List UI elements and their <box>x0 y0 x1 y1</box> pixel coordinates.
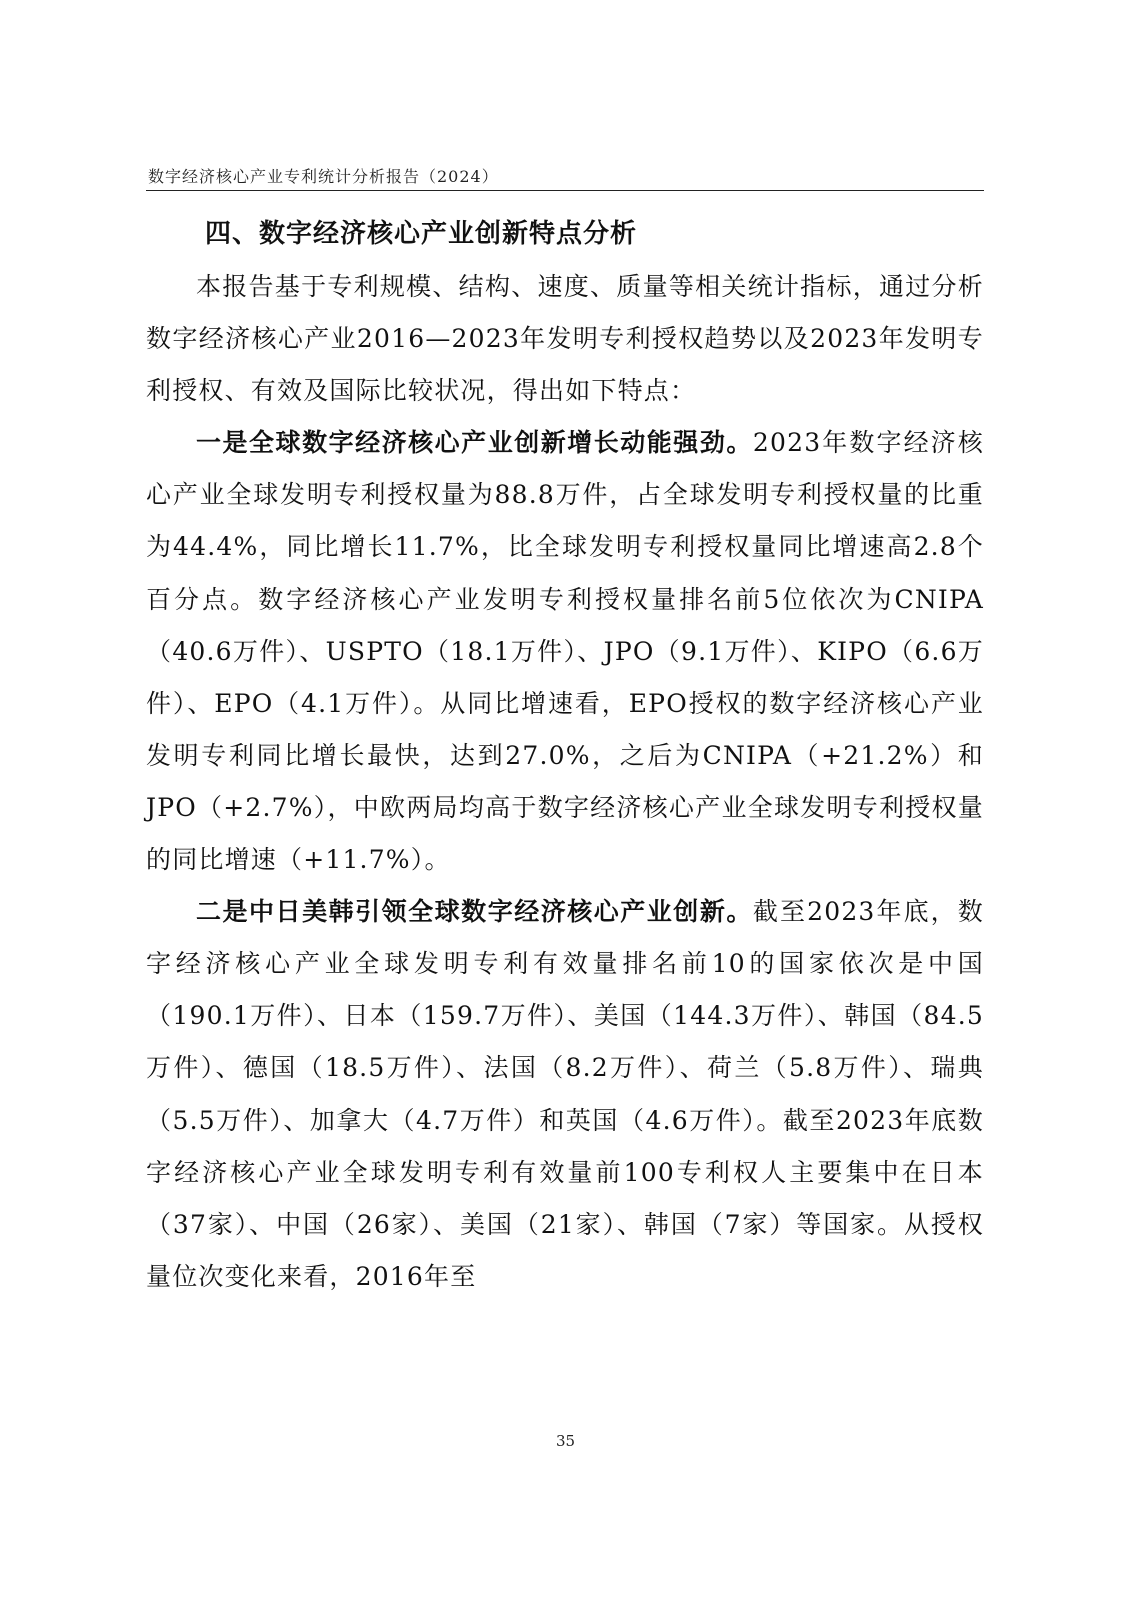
finding-2-body: 截至2023年底，数字经济核心产业全球发明专利有效量排名前10的国家依次是中国（190.1万件）、日本（159.7万件）、美国（144.3万件）、韩国（84.5万件）、德国（18.5万件）、法国（8.2万件）、荷兰（5.8万件）、瑞典（5.5万件）、加拿大（4.7万件）和英国（4.6万件）。截至2023年底数字经济核心产业全球发明专利有效量前100专利权人主要集中在日本（37家）、中国（26家）、美国（21家）、韩国（7家）等国家。从授权量位次变化来看，2016年至 <box>146 897 985 1291</box>
header-rule <box>146 190 984 191</box>
section-heading: 四、数字经济核心产业创新特点分析 <box>205 219 638 249</box>
body-text <box>146 261 984 1303</box>
finding-2-lead: 二是中日美韩引领全球数字经济核心产业创新。 <box>196 897 753 927</box>
finding-1-lead: 一是全球数字经济核心产业创新增长动能强劲。 <box>196 428 753 458</box>
finding-paragraph-1 <box>146 417 984 886</box>
finding-paragraph-2 <box>146 886 984 1303</box>
finding-1-body: 2023年数字经济核心产业全球发明专利授权量为88.8万件，占全球发明专利授权量的比重为44.4%，同比增长11.7%，比全球发明专利授权量同比增速高2.8个百分点。数字经济核心产业发明专利授权量排名前5位依次为CNIPA（40.6万件）、USPTO（18.1万件）、JPO（9.1万件）、KIPO（6.6万件）、EPO（4.1万件）。从同比增速看，EPO授权的数字经济核心产业发明专利同比增长最快，达到27.0%，之后为CNIPA（+21.2%）和JPO（+2.7%），中欧两局均高于数字经济核心产业全球发明专利授权量的同比增速（+11.7%）。 <box>146 428 985 875</box>
running-header: 数字经济核心产业专利统计分析报告（2024） <box>148 167 499 186</box>
intro-paragraph: 本报告基于专利规模、结构、速度、质量等相关统计指标，通过分析数字经济核心产业2016—2023年发明专利授权趋势以及2023年发明专利授权、有效及国际比较状况，得出如下特点： <box>146 272 984 406</box>
page-number: 35 <box>555 1432 576 1450</box>
